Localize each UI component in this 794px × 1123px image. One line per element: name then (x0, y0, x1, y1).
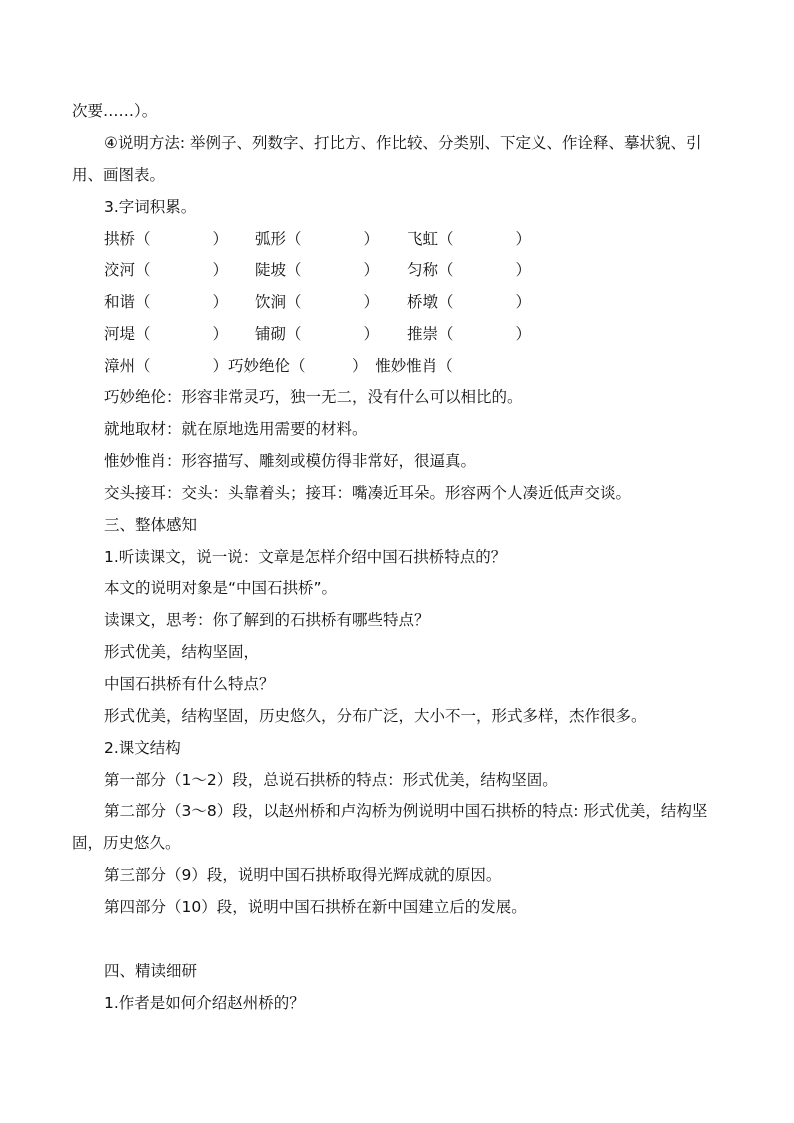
vocab-item: 拱桥（ ） (104, 230, 229, 248)
text-line: ④说明方法: 举例子、列数字、打比方、作比较、分类别、下定义、作诠释、摹状貌、引 (104, 134, 702, 152)
question-line: 1.作者是如何介绍赵州桥的？ (104, 994, 305, 1012)
definition-line: 巧妙绝伦：形容非常灵巧，独一无二，没有什么可以相比的。 (104, 388, 523, 406)
vocab-item: 和谐（ ） (104, 293, 229, 311)
text-line: 第三部分（9）段，说明中国石拱桥取得光辉成就的原因。 (104, 866, 502, 884)
vocab-item: 河堤（ ） (104, 325, 229, 343)
vocab-item: 匀称（ ） (407, 261, 532, 279)
section-heading: 三、整体感知 (104, 516, 198, 534)
question-line: 1.听读课文，说一说：文章是怎样介绍中国石拱桥特点的？ (104, 548, 507, 566)
vocab-item: 桥墩（ ） (407, 293, 532, 311)
section-heading: 四、精读细研 (104, 962, 198, 980)
definition-line: 惟妙惟肖：形容描写、雕刻或模仿得非常好，很逼真。 (104, 452, 477, 470)
definition-line: 就地取材：就在原地选用需要的材料。 (104, 420, 368, 438)
question-line: 读课文，思考：你了解到的石拱桥有哪些特点？ (104, 611, 430, 629)
vocab-item: 飞虹（ ） (407, 230, 532, 248)
text-line: 次要……）。 (72, 102, 158, 120)
question-line: 中国石拱桥有什么特点？ (104, 675, 275, 693)
text-line: 本文的说明对象是“中国石拱桥”。 (104, 579, 338, 597)
section-heading: 3.字词积累。 (104, 198, 197, 216)
text-line: 固，历史悠久。 (72, 834, 181, 852)
text-line: 用、画图表。 (72, 166, 166, 184)
vocab-item: 陡坡（ ） (255, 261, 380, 279)
vocab-item: 推崇（ ） (407, 325, 532, 343)
vocab-item: 洨河（ ） (104, 261, 229, 279)
vocab-item: 铺砌（ ） (255, 325, 380, 343)
text-line: 形式优美，结构坚固， (104, 643, 260, 661)
vocab-item: 弧形（ ） (255, 230, 380, 248)
text-line: 第四部分（10）段，说明中国石拱桥在新中国建立后的发展。 (104, 898, 527, 916)
vocab-item: 饮涧（ ） (255, 293, 380, 311)
text-line: 形式优美，结构坚固，历史悠久，分布广泛，大小不一，形式多样，杰作很多。 (104, 707, 647, 725)
section-heading: 2.课文结构 (104, 739, 181, 757)
vocab-row-last: 漳州（ ）巧妙绝伦（ ） 惟妙惟肖（ (104, 357, 453, 375)
definition-line: 交头接耳：交头：头靠着头；接耳：嘴凑近耳朵。形容两个人凑近低声交谈。 (104, 484, 632, 502)
text-line: 第一部分（1～2）段，总说石拱桥的特点：形式优美，结构坚固。 (104, 771, 558, 789)
text-line: 第二部分（3～8）段，以赵州桥和卢沟桥为例说明中国石拱桥的特点: 形式优美，结构坚 (104, 802, 708, 820)
